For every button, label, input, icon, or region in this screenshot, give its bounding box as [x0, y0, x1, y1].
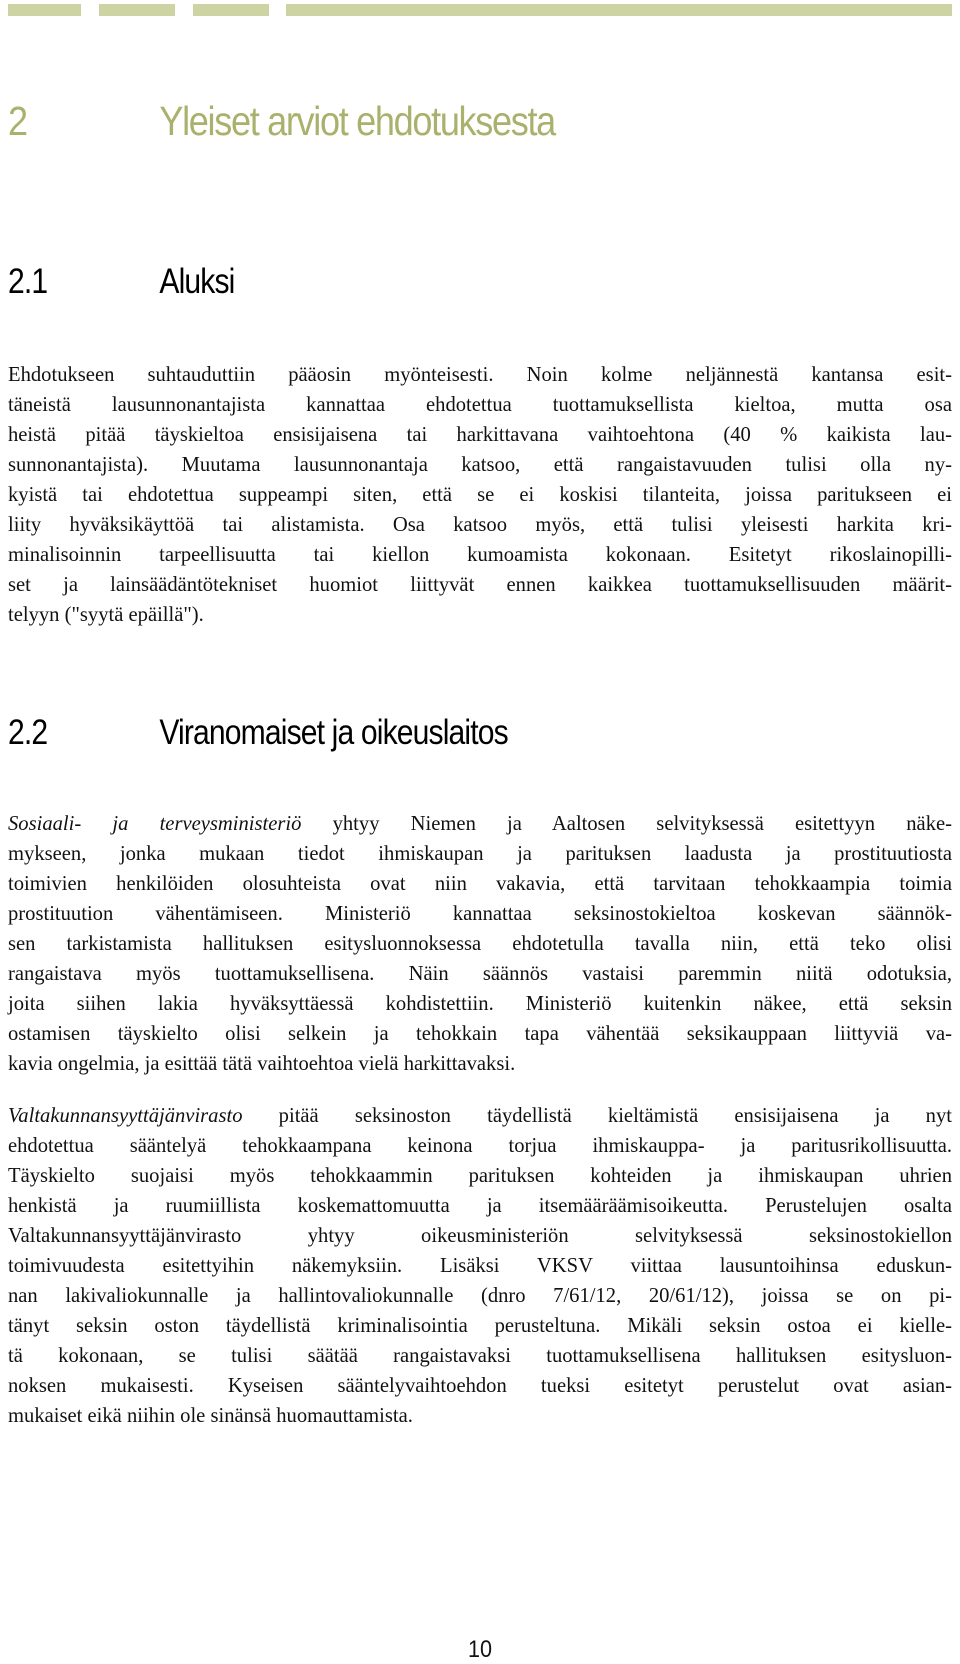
line-text: joita siihen lakia hyväksyttäessä kohdistettiin. Ministeriö kuitenkin näkee, että seksin: [8, 993, 952, 1015]
italic-subject: Sosiaali- ja terveysministeriö: [8, 813, 302, 835]
text-line: [8, 1221, 952, 1251]
text-line: [8, 959, 952, 989]
text-line: minalisoinnin tarpeellisuutta tai kiellon kumoamista kokonaan. Esitetyt rikoslainopilli-: [8, 544, 952, 566]
line-text: toimivuudesta esitettyihin näkemyksiin. Lisäksi VKSV viittaa lausuntoihinsa eduskun-: [8, 1255, 952, 1277]
section-heading-2-2: [8, 713, 508, 753]
section-heading-2-1: [8, 262, 235, 302]
text-line: [8, 989, 952, 1019]
paragraph-vksv: [8, 1101, 952, 1431]
line-text: mukaiset eikä niihin ole sinänsä huomauttamista.: [8, 1405, 413, 1427]
text-line: [8, 1161, 952, 1191]
paragraph-stm: [8, 809, 952, 1079]
line-text: henkistä ja ruumiillista koskemattomuutta ja itsemääräämisoikeutta. Perustelujen osalta: [8, 1195, 952, 1217]
line-text: sen tarkistamista hallituksen esitysluonnoksessa ehdotetulla tavalla niin, että teko olisi: [8, 933, 952, 955]
text-line: heistä pitää täyskieltoa ensisijaisena tai harkittavana vaihtoehtona (40 % kaikista lau-: [8, 424, 952, 446]
line-text: prostituution vähentämiseen. Ministeriö kannattaa seksinostokieltoa koskevan säännök-: [8, 903, 952, 925]
header-bar-2: [99, 4, 175, 16]
text-line: telyyn ("syytä epäillä").: [8, 604, 204, 626]
line-text: tänyt seksin oston täydellistä kriminalisointia perusteltuna. Mikäli seksin ostoa ei kielle-: [8, 1315, 952, 1337]
chapter-number: 2: [8, 98, 27, 144]
chapter-title: Yleiset arviot ehdotuksesta: [159, 98, 555, 144]
text-line: [8, 1191, 952, 1221]
line-text: noksen mukaisesti. Kyseisen sääntelyvaihtoehdon tueksi esitetyt perustelut ovat asian-: [8, 1375, 952, 1397]
text-line: [8, 1311, 952, 1341]
line-text: yhtyy Niemen ja Aaltosen selvityksessä esitettyyn näke-: [301, 813, 952, 835]
paragraph-aluksi: [8, 360, 952, 630]
text-line: [8, 869, 952, 899]
text-line: [8, 1019, 952, 1049]
text-line: [8, 1049, 952, 1079]
text-line: [8, 1371, 952, 1401]
line-text: pitää seksinoston täydellistä kieltämistä ensisijaisena ja nyt: [242, 1105, 952, 1127]
italic-subject: Valtakunnansyyttäjänvirasto: [8, 1105, 243, 1127]
text-line: set ja lainsäädäntötekniset huomiot liittyvät ennen kaikkea tuottamuksellisuuden määrit-: [8, 574, 952, 596]
line-text: Täyskielto suojaisi myös tehokkaammin parituksen kohteiden ja ihmiskaupan uhrien: [8, 1165, 952, 1187]
line-text: ostamisen täyskielto olisi selkein ja tehokkain tapa vähentää seksikauppaan liittyviä va-: [8, 1023, 952, 1045]
text-line: Ehdotukseen suhtauduttiin pääosin myönteisesti. Noin kolme neljännestä kantansa esit-: [8, 364, 952, 386]
section-number: 2.2: [8, 713, 48, 752]
text-line: täneistä lausunnonantajista kannattaa ehdotettua tuottamuksellista kieltoa, mutta osa: [8, 394, 952, 416]
header-bar-3: [193, 4, 269, 16]
text-line: kyistä tai ehdotettua suppeampi siten, että se ei koskisi tilanteita, joissa paritukseen ei: [8, 484, 952, 506]
line-text: nan lakivaliokunnalle ja hallintovaliokunnalle (dnro 7/61/12, 20/61/12), joissa se on pi-: [8, 1285, 952, 1307]
line-text: rangaistava myös tuottamuksellisena. Näin säännös vastaisi paremmin niitä odotuksia,: [8, 963, 952, 985]
text-line: sunnonantajista). Muutama lausunnonantaja katsoo, että rangaistavuuden tulisi olla ny-: [8, 454, 952, 476]
line-text: tä kokonaan, se tulisi säätää rangaistavaksi tuottamuksellisena hallituksen esitysluon-: [8, 1345, 952, 1367]
header-decoration: [8, 4, 952, 16]
line-text: mykseen, jonka mukaan tiedot ihmiskaupan ja parituksen laadusta ja prostituutiosta: [8, 843, 952, 865]
line-text: toimivien henkilöiden olosuhteista ovat niin vakavia, että tarvitaan tehokkaampia toimia: [8, 873, 952, 895]
text-line: [8, 1101, 952, 1131]
line-text: Valtakunnansyyttäjänvirasto yhtyy oikeusministeriön selvityksessä seksinostokiellon: [8, 1225, 952, 1247]
chapter-heading: [8, 98, 555, 145]
page-number: 10: [467, 1636, 493, 1663]
section-title: Aluksi: [159, 262, 235, 301]
text-line: [8, 899, 952, 929]
header-bar-4: [286, 4, 952, 16]
text-line: [8, 1341, 952, 1371]
line-text: kavia ongelmia, ja esittää tätä vaihtoehtoa vielä harkittavaksi.: [8, 1053, 516, 1075]
text-line: [8, 929, 952, 959]
text-line: liity hyväksikäyttöä tai alistamista. Osa katsoo myös, että tulisi yleisesti harkita kri-: [8, 514, 952, 536]
text-line: [8, 1281, 952, 1311]
line-text: ehdotettua sääntelyä tehokkaampana keinona torjua ihmiskauppa- ja paritusrikollisuutta.: [8, 1135, 952, 1157]
text-line: [8, 1401, 952, 1431]
text-line: [8, 1251, 952, 1281]
text-line: [8, 809, 952, 839]
text-line: [8, 839, 952, 869]
header-bar-1: [8, 4, 81, 16]
section-title: Viranomaiset ja oikeuslaitos: [159, 713, 508, 752]
section-number: 2.1: [8, 262, 48, 301]
text-line: [8, 1131, 952, 1161]
